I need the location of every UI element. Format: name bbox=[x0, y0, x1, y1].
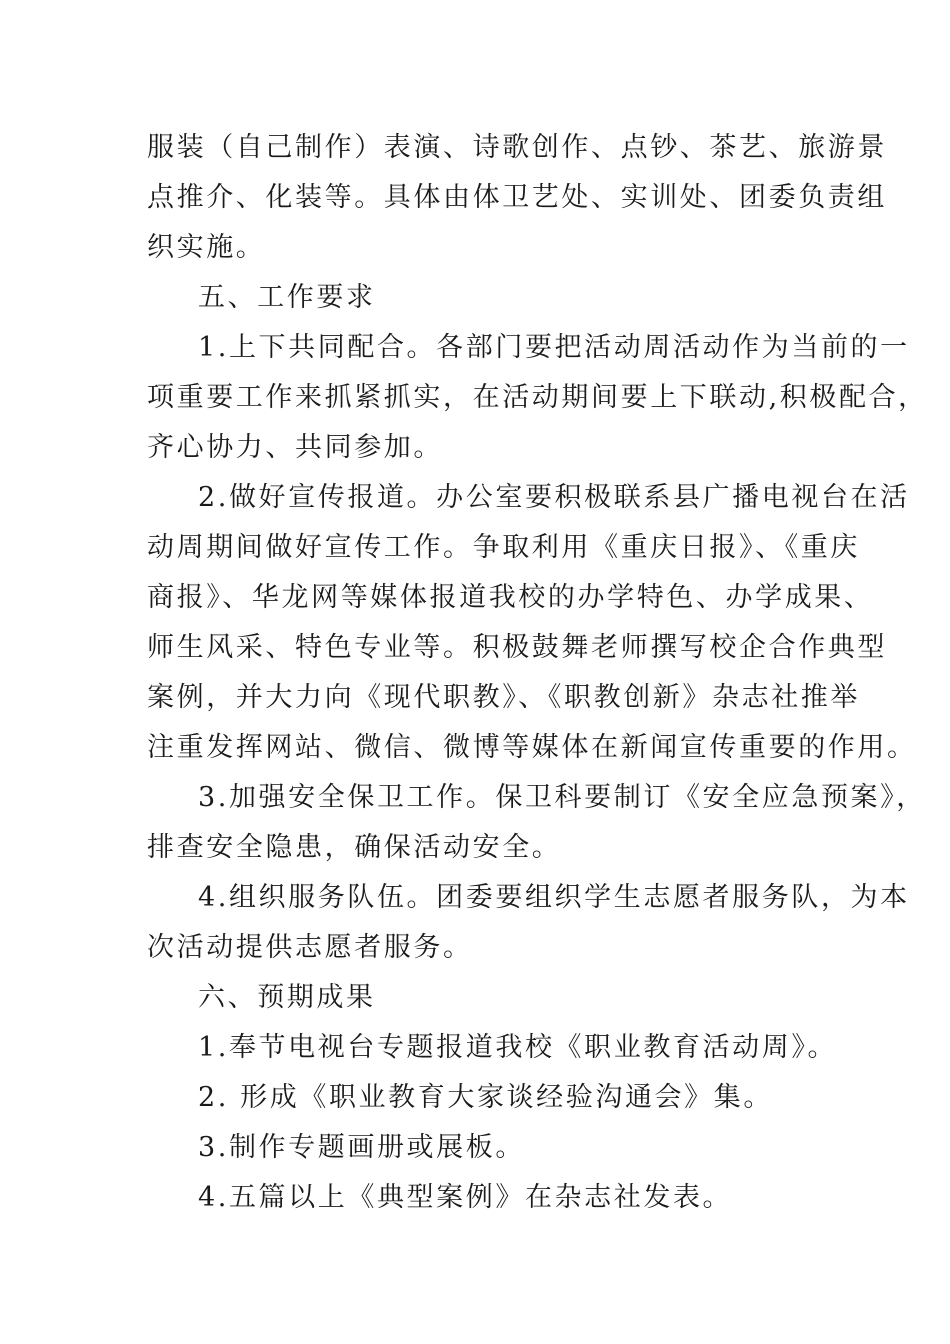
text-line: 次活动提供志愿者服务。 bbox=[147, 932, 473, 963]
text-line: 师生风采、特色专业等。积极鼓舞老师撰写校企合作典型 bbox=[147, 632, 887, 663]
text-line: 排查安全隐患，确保活动安全。 bbox=[147, 832, 562, 863]
text-line: 动周期间做好宣传工作。争取利用《重庆日报》、《重庆 bbox=[147, 532, 860, 563]
list-item: 3.制作专题画册或展板。 bbox=[198, 1132, 525, 1163]
text-line: 齐心协力、共同参加。 bbox=[147, 432, 443, 463]
text-line: 织实施。 bbox=[147, 232, 266, 263]
section-heading: 五、工作要求 bbox=[198, 282, 376, 313]
list-item: 2. 形成《职业教育大家谈经验沟通会》集。 bbox=[198, 1082, 773, 1113]
text-line: 点推介、化装等。具体由体卫艺处、实训处、团委负责组 bbox=[147, 182, 887, 213]
section-heading: 六、预期成果 bbox=[198, 982, 376, 1013]
list-item: 4.五篇以上《典型案例》在杂志社发表。 bbox=[198, 1182, 733, 1213]
list-item: 1.奉节电视台专题报道我校《职业教育活动周》。 bbox=[198, 1032, 838, 1063]
text-line: 4.组织服务队伍。团委要组织学生志愿者服务队，为本 bbox=[198, 882, 910, 913]
text-line: 注重发挥网站、微信、微博等媒体在新闻宣传重要的作用。 bbox=[147, 732, 917, 763]
text-line: 3.加强安全保卫工作。保卫科要制订《安全应急预案》， bbox=[198, 782, 926, 813]
text-line: 项重要工作来抓紧抓实，在活动期间要上下联动,积极配合， bbox=[147, 382, 928, 413]
text-line: 案例，并大力向《现代职教》、《职教创新》杂志社推举 bbox=[147, 682, 860, 713]
text-line: 1.上下共同配合。各部门要把活动周活动作为当前的一 bbox=[198, 332, 910, 363]
text-line: 商报》、华龙网等媒体报道我校的办学特色、办学成果、 bbox=[147, 582, 874, 613]
text-line: 服装（自己制作）表演、诗歌创作、点钞、茶艺、旅游景 bbox=[147, 132, 887, 163]
text-line: 2.做好宣传报道。办公室要积极联系县广播电视台在活 bbox=[198, 482, 910, 513]
